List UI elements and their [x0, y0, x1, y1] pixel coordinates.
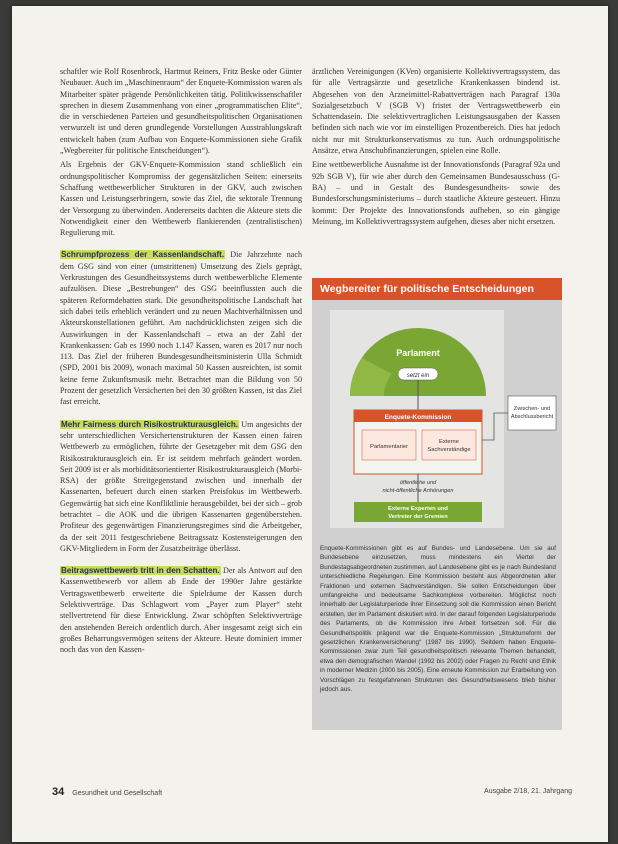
subheading-beitragswettbewerb: Beitragswettbewerb tritt in den Schatten. — [61, 566, 220, 576]
page-footer — [52, 786, 572, 800]
right-column — [312, 66, 560, 230]
setzt-ein-label: setzt ein — [406, 373, 430, 379]
right-paragraph-1: ärztlichen Vereinigungen (KVen) organisierte Kollektivvertragssystem, das für alle Vertragsärzte und gesetzliche Krankenkassen bindend ist. Abgesehen von den Arzneimittel-Rabattverträgen nach Paragraf 130a Sozialgesetzbuch V (SGB V) fristet der Vertragswettbewerb ein Schattendasein. Die selektivvertraglichen Leistungsausgaben der Kassen befinden sich nach wie vor im einstelligen Prozentbereich. Dies hat jedoch nicht nur mit Strukturkonservatismus zu tun. Auch ordnungspolitische Ansätze, etwa Anschubfinanzierungen, spielen eine Rolle. — [312, 67, 560, 156]
left-paragraph-4 — [60, 419, 302, 555]
infobox — [312, 278, 562, 730]
parlament-label: Parlament — [396, 348, 440, 358]
zwischenbericht-box — [508, 396, 556, 430]
externe-box — [422, 430, 476, 460]
infobox-title: Wegbereiter für politische Entscheidungen — [312, 278, 562, 300]
enquete-label: Enquete-Kommission — [384, 414, 452, 421]
zwischen-label-2: Abschlussbericht — [510, 414, 554, 420]
left-paragraph-3-text: Die Jahrzehnte nach dem GSG sind von einer (umstrittenen) Umsetzung des Ziels geprägt, Verkrustungen des Gesundheitssystems durch wettbewerbliche Elemente aufzulösen. Diese „Bestrebungen“ des GSG beeinflussten auch die späteren Reformdebatten stark. Die gesundheitspolitische Landschaft hat sich dabei teils erheblich verändert und zu neuen Machtverhältnissen und Akteurskonstellationen geführt. Am nachdrücklichsten zeigen sich die Auswirkungen in der Kassenlandschaft – etwa an der Zahl der Krankenkassen: Gab es 1990 noch 1.147 Kassen, waren es 2017 nur noch 113. Das Ziel der früheren Bundesgesundheitsministerin Ulla Schmidt (SPD, 2001 bis 2009), wonach maximal 50 Kassen ausreichten, ist somit keine ferne Zukunftsmusik mehr. Betrachtet man die Bildung von 50 Prozent der gesetzlich Versicherten bei den 30 größten Kassen, ist das Ziel fast erreicht. — [60, 250, 302, 407]
right-paragraph-2: Eine wettbewerbliche Ausnahme ist der Innovationsfonds (Paragraf 92a und 92b SGB V), für wie aber durch den Gemeinsamen Bundesausschuss (G-BA) – und in Gestalt des Bundesgesundheits- sowie des Bundesforschungsministeriums – durch staatliche Akteure gesteuert. Hinzu kommt: Der Projekte des Innovationsfonds aufheben, so ein gängige Meinung, im Kollektivvertragssystem aufgehen, dieses aber nicht ersetzen. — [312, 160, 560, 226]
issue-info: Ausgabe 2/18, 21. Jahrgang — [484, 788, 572, 795]
experten-label-2: Vertreter der Gremien — [388, 514, 448, 520]
page-number: 34 — [52, 786, 65, 798]
externe-label-1: Externe — [439, 439, 459, 445]
left-paragraph-5-text: Der als Antwort auf den Kassenwettbewerb vor allem ab Ende der 1990er Jahre gestärkte Vertragswettbewerb erweiterte die Spielräume der Kassen durch Selektivverträge. Das Schlagwort vom „Payer zum Player“ steht stellvertretend für diese Entwicklung. Zwar schöpften Selektivverträge den anstehenden Bereich ordentlich durch. Aber insgesamt zeigt sich ein großes Beharrungsvermögen seitens der Akteure. Heute dominiert immer noch das von den Kassen- — [60, 566, 303, 655]
experten-label-1: Externe Experten und — [388, 506, 448, 512]
infobox-caption: Enquete-Kommissionen gibt es auf Bundes- und Landesebene. Um sie auf Bundesebene einzusetzen, muss mindestens ein Viertel der Bundestagsabgeordneten zustimmen, auf Landesebene gibt es je nach Bundesland unterschiedliche Regelungen. Eine Kommission besteht aus Abgeordneten aller Fraktionen und externen Sachverständigen. Sie sollen Entscheidungen über umfangreiche und bedeutsame Sachkomplexe vorbereiten. Möglichst noch innerhalb der Legislaturperiode ihrer Einsetzung soll die Kommission einen Bericht erstellen, der im Parlament diskutiert wird. In der darauf folgenden Legislaturperiode des Parlaments, ob die Kommission ihre Arbeit fortsetzen soll. Für die Gesundheitspolitik prägend war die Enquete-Kommission „Strukturreform der gesetzlichen Krankenversicherung“ (1987 bis 1990). Seitdem haben Enquete-Kommissionen zwar zum Teil gesundheitspolitisch relevante Themen behandelt, etwa den demografischen Wandel (1992 bis 2002) oder Fragen zu Recht und Ethik in moderner Medizin (2000 bis 2005). Eine erneute Kommission zur Erarbeitung von Vorschlägen zu festgefahrenen Strukturen des Gesundheitswesens blieb bisher jedoch aus. — [320, 545, 556, 694]
left-paragraph-3 — [60, 249, 302, 407]
left-column — [60, 66, 302, 659]
left-paragraph-4-text: Um angesichts der sehr unterschiedlichen Versichertenstrukturen der Kassen einen fairen Wettbewerb zu ermöglichen, führte der Gesetzgeber mit dem GSG den Risikostrukturausgleich ein. Er ist seitdem mehrfach geändert worden. Seit 2009 ist er als morbiditätsorientierter Risikostrukturausgleich (Morbi-RSA) der größte Streitgegenstand zwischen und innerhalb der Kassenarten, befeuert durch einen starken Preisfokus im Wettbewerb. Gegenwärtig hat sich eine Konfliktlinie herausgebildet, bei der sich – grob betrachtet – die AOK und die übrigen Kassenarten gegenüberstehen. Profiteur des gegenwärtigen Finanzierungsregimes sind die Arbeitgeber, da der seit 2011 festgeschriebene Beitragssatz Kostensteigerungen den GKV-Mitgliedern in Form der Zusatzbeiträge überlässt. — [60, 419, 303, 553]
externe-label-2: Sachverständige — [427, 447, 471, 453]
subheading-schrumpfprozess: Schrumpfprozess der Kassenlandschaft. — [61, 250, 225, 260]
publication-title: Gesundheit und Gesellschaft — [72, 790, 163, 797]
magazine-page — [12, 6, 608, 842]
left-paragraph-5 — [60, 565, 302, 655]
parlamentarier-label: Parlamentarier — [369, 444, 409, 450]
left-paragraph-2: Als Ergebnis der GKV-Enquete-Kommission stand schließlich ein ordnungspolitischer Kompromiss der gegensätzlichen Seiten: einerseits Schaffung wettbewerblicher Strukturen in der GKV, auch zwischen Kassen und Leistungserbringern, sowie das Ziel, die sektorale Trennung der Versorgung zu überwinden. Andererseits dachten die Akteure stets die Notwendigkeit einer den Wettbewerb flankierenden (zentralistischen) Regulierung mit. — [60, 160, 302, 238]
oeffentliche-label-2: nicht-öffentliche Anhörungen — [382, 488, 454, 494]
oeffentliche-label-1: öffentliche und — [399, 480, 437, 486]
left-paragraph-1: schaftler wie Rolf Rosenbrock, Hartmut Reiners, Fritz Beske oder Günter Neubauer. Auch im „Maschinenraum“ der Enquete-Kommission waren als Mitarbeiter später prägende Persönlichkeiten tätig. Politikwissenschaftler sprechen in diesem Zusammenhang von einer „programmatischen Elite“, die in verschiedenen Parteien und gesundheitspolitischen Organisationen verwurzelt ist und deren grundlegende Vorstellungen Ausstrahlungskraft entwickelt haben (zum Aufbau von Enquete-Kommissionen siehe Grafik „Wegbereiter für politische Entscheidungen“). — [60, 67, 302, 156]
enquete-diagram — [312, 300, 562, 538]
subheading-fairness: Mehr Fairness durch Risikostrukturausgleich. — [61, 419, 239, 429]
zwischen-label-1: Zwischen- und — [513, 406, 551, 412]
